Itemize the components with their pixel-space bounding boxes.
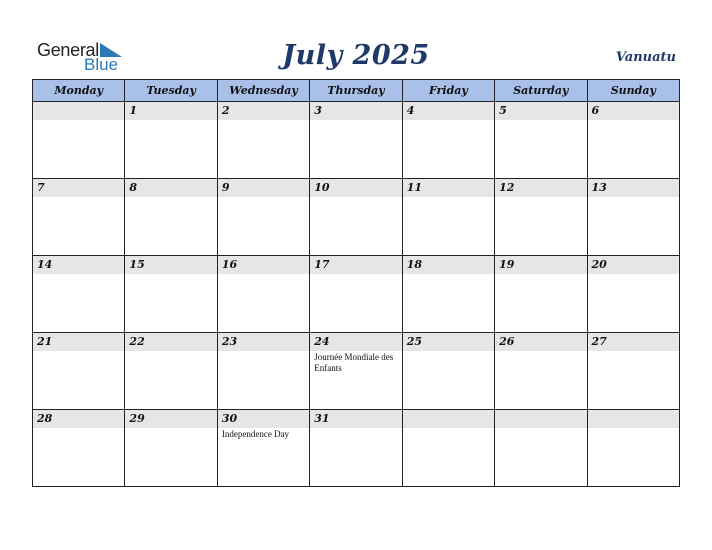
day-number: 7 [33,179,124,197]
day-cell [495,179,587,256]
day-cell [125,179,217,256]
day-cell [125,256,217,333]
day-number: 19 [495,256,586,274]
day-cell [402,179,494,256]
day-cell [33,256,125,333]
day-cell [125,410,217,487]
weekday-header: Sunday [587,80,679,102]
week-row [33,333,680,410]
weekday-header-row [33,80,680,102]
day-number: 4 [403,102,494,120]
weekday-header: Tuesday [125,80,217,102]
day-cell [125,333,217,410]
day-number: 22 [125,333,216,351]
day-cell [33,410,125,487]
day-cell [33,179,125,256]
day-number: 1 [125,102,216,120]
day-number: 24 [310,333,401,351]
day-cell [587,102,679,179]
day-number: 17 [310,256,401,274]
logo-general-text: General [37,40,99,60]
day-number [588,410,679,428]
day-number: 27 [588,333,679,351]
week-row [33,256,680,333]
day-number: 10 [310,179,401,197]
weekday-header: Friday [402,80,494,102]
day-number: 11 [403,179,494,197]
day-number: 20 [588,256,679,274]
day-cell [402,410,494,487]
holiday-label: Journée Mondiale des Enfants [314,352,394,373]
page-title: July 2025 [282,40,430,71]
day-cell [217,410,309,487]
country-label: Vanuatu [615,50,676,65]
day-cell [495,102,587,179]
day-number: 9 [218,179,309,197]
day-number: 3 [310,102,401,120]
calendar-grid [32,79,680,487]
day-cell [495,256,587,333]
day-cell [402,333,494,410]
day-number: 25 [403,333,494,351]
day-number: 2 [218,102,309,120]
day-number: 14 [33,256,124,274]
day-cell [587,179,679,256]
day-cell [217,179,309,256]
day-number: 5 [495,102,586,120]
week-row [33,102,680,179]
day-number: 26 [495,333,586,351]
weekday-header: Thursday [310,80,402,102]
day-number: 15 [125,256,216,274]
day-number: 13 [588,179,679,197]
day-cell [495,333,587,410]
day-number: 31 [310,410,401,428]
logo-blue-text: Blue [84,55,119,74]
weekday-header: Saturday [495,80,587,102]
day-cell [217,256,309,333]
day-cell [310,102,402,179]
holiday-label: Independence Day [221,429,290,439]
day-cell [587,333,679,410]
week-row [33,179,680,256]
day-cell [217,102,309,179]
week-row [33,410,680,487]
day-number [403,410,494,428]
day-cell [402,102,494,179]
day-number: 12 [495,179,586,197]
day-number: 21 [33,333,124,351]
day-number [33,102,124,120]
day-cell [310,179,402,256]
day-number: 28 [33,410,124,428]
day-cell [125,102,217,179]
day-number [495,410,586,428]
weekday-header: Wednesday [217,80,309,102]
day-number: 29 [125,410,216,428]
day-cell [495,410,587,487]
day-number: 16 [218,256,309,274]
day-number: 18 [403,256,494,274]
day-number: 30 [218,410,309,428]
day-cell [310,410,402,487]
day-cell [587,256,679,333]
day-cell [402,256,494,333]
day-cell [587,410,679,487]
day-cell [33,333,125,410]
day-cell [310,333,402,410]
day-number: 8 [125,179,216,197]
day-number: 6 [588,102,679,120]
weekday-header: Monday [33,80,125,102]
day-cell [310,256,402,333]
day-cell [33,102,125,179]
day-cell [217,333,309,410]
day-number: 23 [218,333,309,351]
